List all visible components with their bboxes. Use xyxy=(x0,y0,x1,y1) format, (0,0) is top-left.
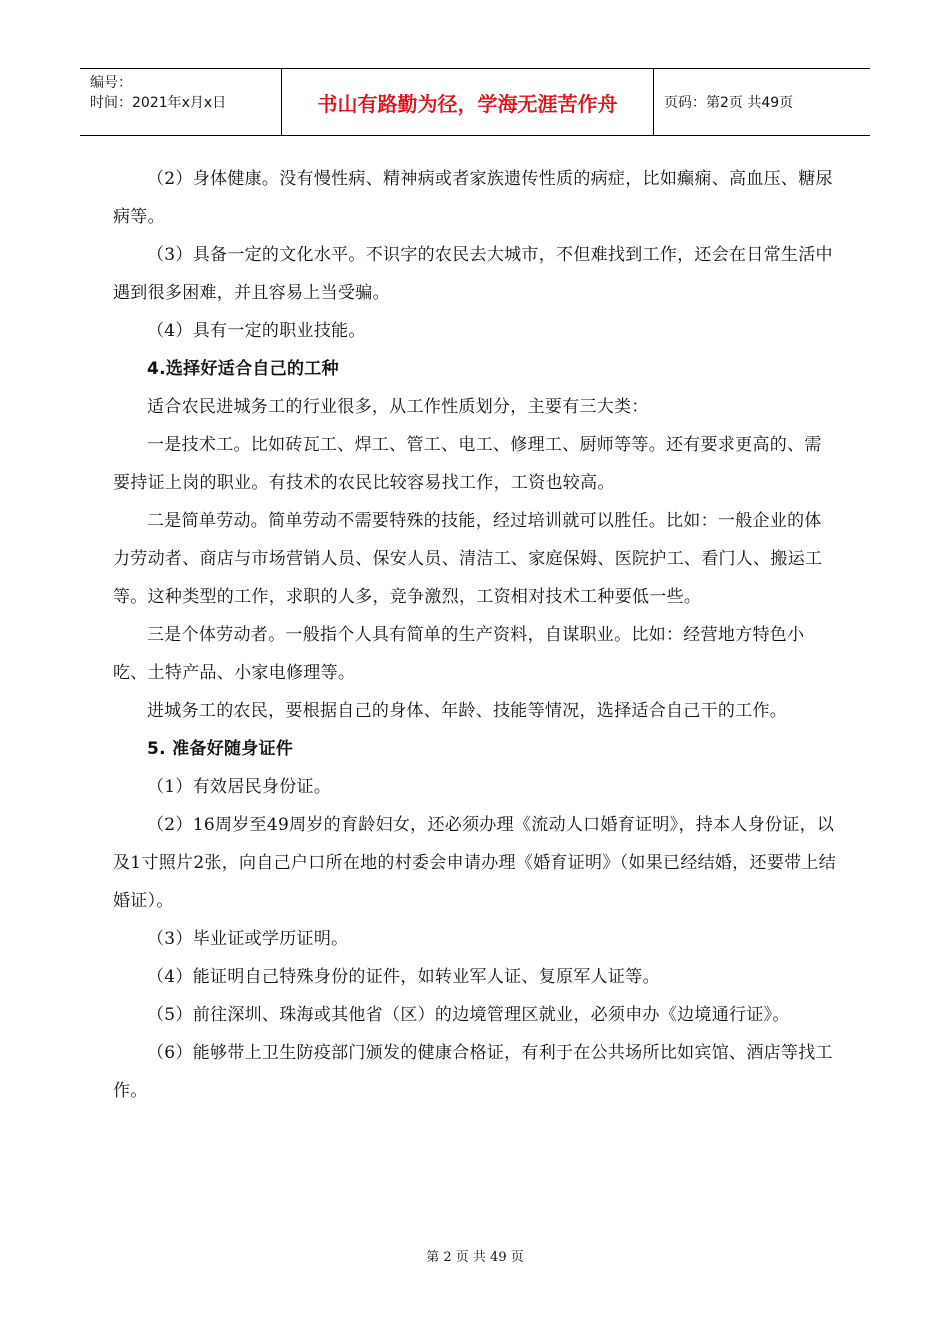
paragraph: （4）具有一定的职业技能。 xyxy=(147,321,366,341)
paragraph: 二是简单劳动。简单劳动不需要特殊的技能，经过培训就可以胜任。比如：一般企业的体力劳动者、商店与市场营销人员、保安人员、清洁工、家庭保姆、医院护工、看门人、搬运工等。这种类型的工作，求职的人多，竞争激烈，工资相对技术工种要低一些。 xyxy=(113,511,823,607)
section-heading: 5. 准备好随身证件 xyxy=(147,739,294,759)
paragraph: （3）具备一定的文化水平。不识字的农民去大城市，不但难找到工作，还会在日常生活中遇到很多困难，并且容易上当受骗。 xyxy=(113,245,833,303)
document-number-label: 编号： xyxy=(90,75,132,91)
paragraph: （2）身体健康。没有慢性病、精神病或者家族遗传性质的病症，比如癫痫、高血压、糖尿病等。 xyxy=(113,169,833,227)
paragraph: （1）有效居民身份证。 xyxy=(147,777,332,797)
document-body xyxy=(113,160,838,1110)
header-motto: 书山有路勤为径，学海无涯苦作舟 xyxy=(282,69,654,135)
paragraph: 三是个体劳动者。一般指个人具有简单的生产资料，自谋职业。比如：经营地方特色小吃、土特产品、小家电修理等。 xyxy=(113,625,805,683)
paragraph: 适合农民进城务工的行业很多，从工作性质划分，主要有三大类： xyxy=(147,397,649,417)
header-page-info: 页码：第2页 共49页 xyxy=(664,95,794,111)
page-footer: 第 2 页 共 49 页 xyxy=(426,1250,524,1265)
paragraph: （4）能证明自己特殊身份的证件，如转业军人证、复原军人证等。 xyxy=(147,967,660,987)
paragraph: （6）能够带上卫生防疫部门颁发的健康合格证，有利于在公共场所比如宾馆、酒店等找工作。 xyxy=(113,1043,833,1101)
paragraph: 一是技术工。比如砖瓦工、焊工、管工、电工、修理工、厨师等等。还有要求更高的、需要持证上岗的职业。有技术的农民比较容易找工作，工资也较高。 xyxy=(113,435,822,493)
paragraph: 进城务工的农民，要根据自己的身体、年龄、技能等情况，选择适合自己干的工作。 xyxy=(147,701,788,721)
paragraph: （3）毕业证或学历证明。 xyxy=(147,929,349,949)
paragraph: （5）前往深圳、珠海或其他省（区）的边境管理区就业，必须申办《边境通行证》。 xyxy=(147,1005,790,1025)
page-header xyxy=(80,68,870,136)
header-meta xyxy=(80,69,282,135)
document-date: 时间：2021年x月x日 xyxy=(90,95,227,111)
section-heading: 4.选择好适合自己的工种 xyxy=(147,359,339,379)
paragraph: （2）16周岁至49周岁的育龄妇女，还必须办理《流动人口婚育证明》，持本人身份证，以及1寸照片2张，向自己户口所在地的村委会申请办理《婚育证明》（如果已经结婚，还要带上结婚证）。 xyxy=(113,815,837,911)
